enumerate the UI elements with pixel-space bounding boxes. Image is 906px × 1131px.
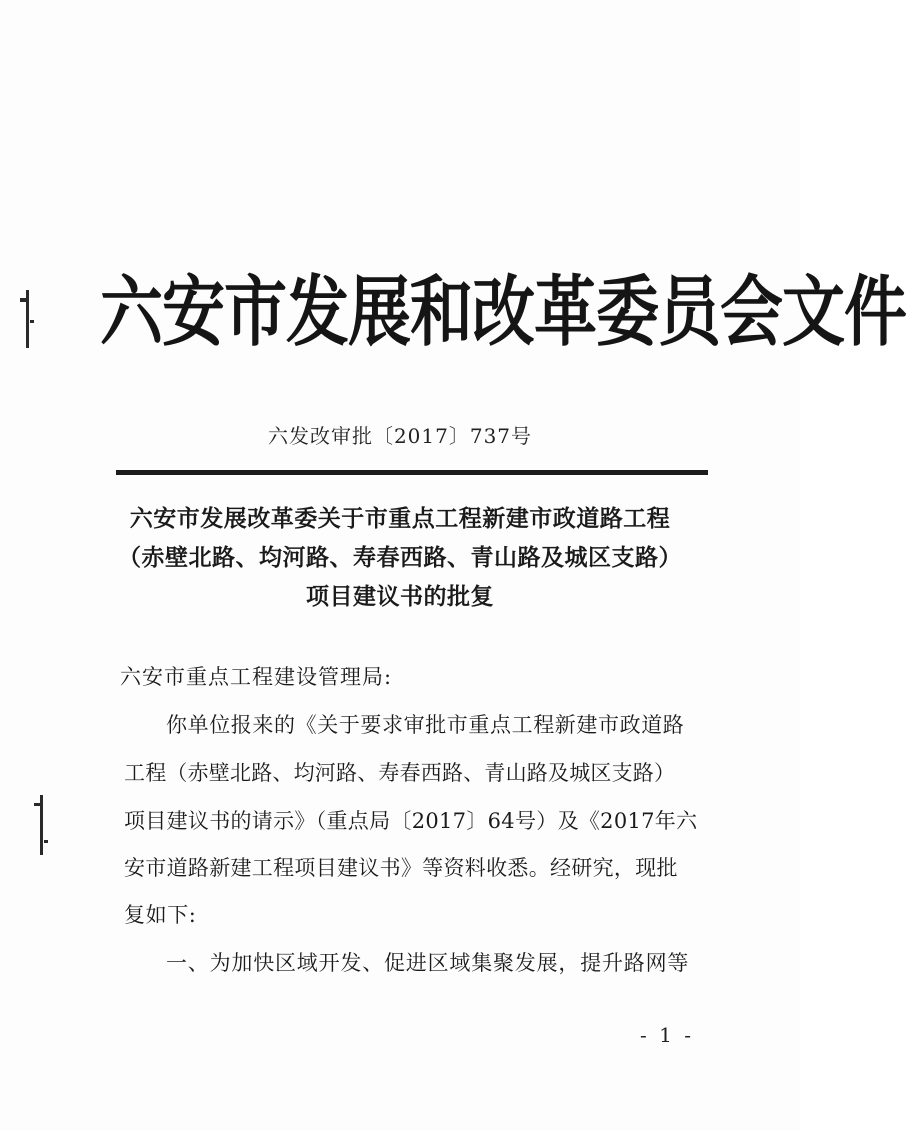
masthead-divider-rule — [116, 470, 708, 475]
document-number: 六发改审批〔2017〕737号 — [267, 424, 533, 448]
document-title-line: 六安市发展改革委关于市重点工程新建市政道路工程 — [129, 505, 671, 532]
document-title-line: （赤壁北路、均河路、寿春西路、青山路及城区支路） — [118, 544, 682, 571]
body-text-line: 一、为加快区域开发、促进区域集聚发展，提升路网等 — [166, 951, 690, 975]
body-text-line: 复如下: — [124, 903, 197, 927]
binding-speck — [44, 840, 48, 843]
body-text-line: 安市道路新建工程项目建议书》等资料收悉。经研究，现批 — [124, 856, 678, 880]
addressee: 六安市重点工程建设管理局: — [120, 665, 393, 689]
body-text-line: 工程（赤壁北路、均河路、寿春西路、青山路及城区支路） — [124, 761, 676, 785]
binding-speck — [34, 803, 40, 806]
body-text-line: 你单位报来的《关于要求审批市重点工程新建市政道路 — [166, 713, 685, 737]
body-text-line: 项目建议书的请示》（重点局〔2017〕64号）及《2017年六 — [124, 809, 698, 833]
binding-mark-top — [26, 290, 29, 348]
masthead-title: 六安市发展和改革委员会文件 — [100, 267, 906, 357]
binding-mark-bottom — [40, 795, 43, 855]
binding-speck — [20, 298, 26, 302]
page-number: - 1 - — [640, 1023, 694, 1047]
document-title-line: 项目建议书的批复 — [306, 583, 494, 610]
binding-speck — [30, 320, 34, 323]
